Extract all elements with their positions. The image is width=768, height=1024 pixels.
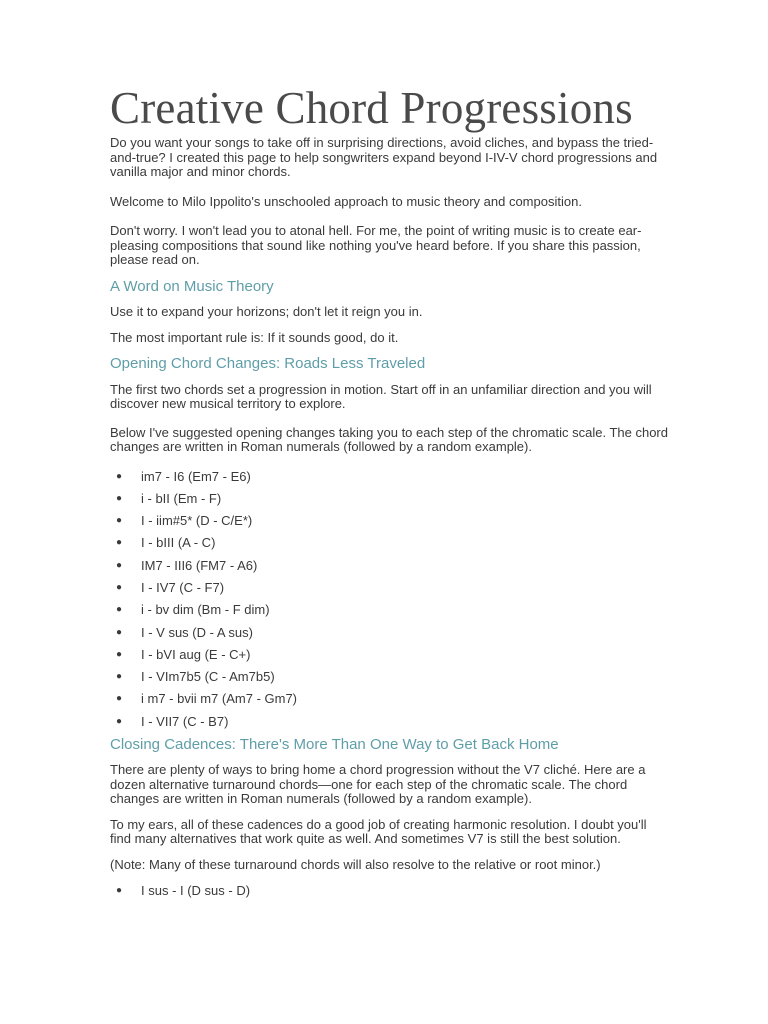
opening-paragraph-2: Below I've suggested opening changes taking you to each step of the chromatic scale. The chord changes are written in Roman numerals (followed by a random example). — [110, 424, 668, 454]
list-item — [110, 883, 670, 898]
section-heading-opening-changes: Opening Chord Changes: Roads Less Traveled — [110, 354, 426, 372]
list-item — [110, 714, 670, 729]
intro-paragraph-2: Welcome to Milo Ippolito's unschooled approach to music theory and composition. — [110, 193, 582, 209]
list-item — [110, 491, 670, 506]
list-item-text: i m7 - bvii m7 (Am7 - Gm7) — [141, 691, 298, 707]
bullet-icon: ● — [116, 537, 123, 549]
bullet-icon: ● — [116, 559, 123, 571]
closing-paragraph-3: (Note: Many of these turnaround chords will also resolve to the relative or root minor.) — [110, 856, 601, 872]
list-item-text: i - bv dim (Bm - F dim) — [141, 602, 270, 618]
page-title: Creative Chord Progressions — [110, 83, 633, 133]
bullet-icon: ● — [116, 885, 123, 897]
bullet-icon: ● — [116, 604, 123, 616]
bullet-icon: ● — [116, 581, 123, 593]
list-item-text: I - IV7 (C - F7) — [141, 579, 225, 595]
list-item — [110, 535, 670, 550]
intro-paragraph-3: Don't worry. I won't lead you to atonal hell. For me, the point of writing music is to create ear-pleasing compositions that sound like nothing you've heard before. If you share this passion, please read on. — [110, 223, 642, 267]
list-item-text: I - VIm7b5 (C - Am7b5) — [141, 669, 275, 685]
opening-changes-list — [110, 469, 670, 729]
opening-paragraph-1: The first two chords set a progression in motion. Start off in an unfamiliar direction and you will discover new musical territory to explore. — [110, 381, 652, 411]
list-item-text: I - iim#5* (D - C/E*) — [141, 513, 253, 529]
list-item — [110, 558, 670, 573]
bullet-icon: ● — [116, 715, 123, 727]
list-item-text: I - V sus (D - A sus) — [141, 624, 253, 640]
list-item-text: im7 - I6 (Em7 - E6) — [141, 468, 251, 484]
list-item — [110, 469, 670, 484]
list-item — [110, 669, 670, 684]
list-item-text: IM7 - III6 (FM7 - A6) — [141, 557, 258, 573]
closing-cadences-list — [110, 883, 670, 898]
list-item — [110, 580, 670, 595]
theory-paragraph-1: Use it to expand your horizons; don't let it reign you in. — [110, 303, 423, 319]
closing-paragraph-2: To my ears, all of these cadences do a good job of creating harmonic resolution. I doubt you'll find many alternatives that work quite as well. And sometimes V7 is still the best solution. — [110, 816, 647, 847]
closing-paragraph-1: There are plenty of ways to bring home a chord progression without the V7 cliché. Here are a dozen alternative turnaround chords—one for each step of the chromatic scale. The chord changes are written in Roman numerals (followed by a random example). — [110, 762, 646, 807]
list-item — [110, 625, 670, 640]
list-item-text: I - bVI aug (E - C+) — [141, 646, 251, 662]
intro-paragraph-1: Do you want your songs to take off in surprising directions, avoid cliches, and bypass the tried-and-true? I created this page to help songwriters expand beyond I-IV-V chord progressions and vanilla major and minor chords. — [110, 135, 658, 179]
list-item-text: I sus - I (D sus - D) — [141, 883, 251, 899]
bullet-icon: ● — [116, 671, 123, 683]
section-heading-closing-cadences: Closing Cadences: There's More Than One Way to Get Back Home — [110, 736, 559, 754]
document-page — [110, 82, 670, 898]
bullet-icon: ● — [116, 492, 123, 504]
list-item-text: i - bII (Em - F) — [141, 490, 222, 506]
section-heading-music-theory: A Word on Music Theory — [110, 277, 274, 295]
list-item — [110, 647, 670, 662]
bullet-icon: ● — [116, 470, 123, 482]
list-item — [110, 602, 670, 617]
bullet-icon: ● — [116, 515, 123, 527]
list-item-text: I - bIII (A - C) — [141, 535, 216, 551]
list-item-text: I - VII7 (C - B7) — [141, 713, 229, 729]
theory-paragraph-2: The most important rule is: If it sounds good, do it. — [110, 330, 399, 345]
bullet-icon: ● — [116, 626, 123, 638]
bullet-icon: ● — [116, 693, 123, 705]
bullet-icon: ● — [116, 648, 123, 660]
list-item — [110, 691, 670, 706]
list-item — [110, 513, 670, 528]
